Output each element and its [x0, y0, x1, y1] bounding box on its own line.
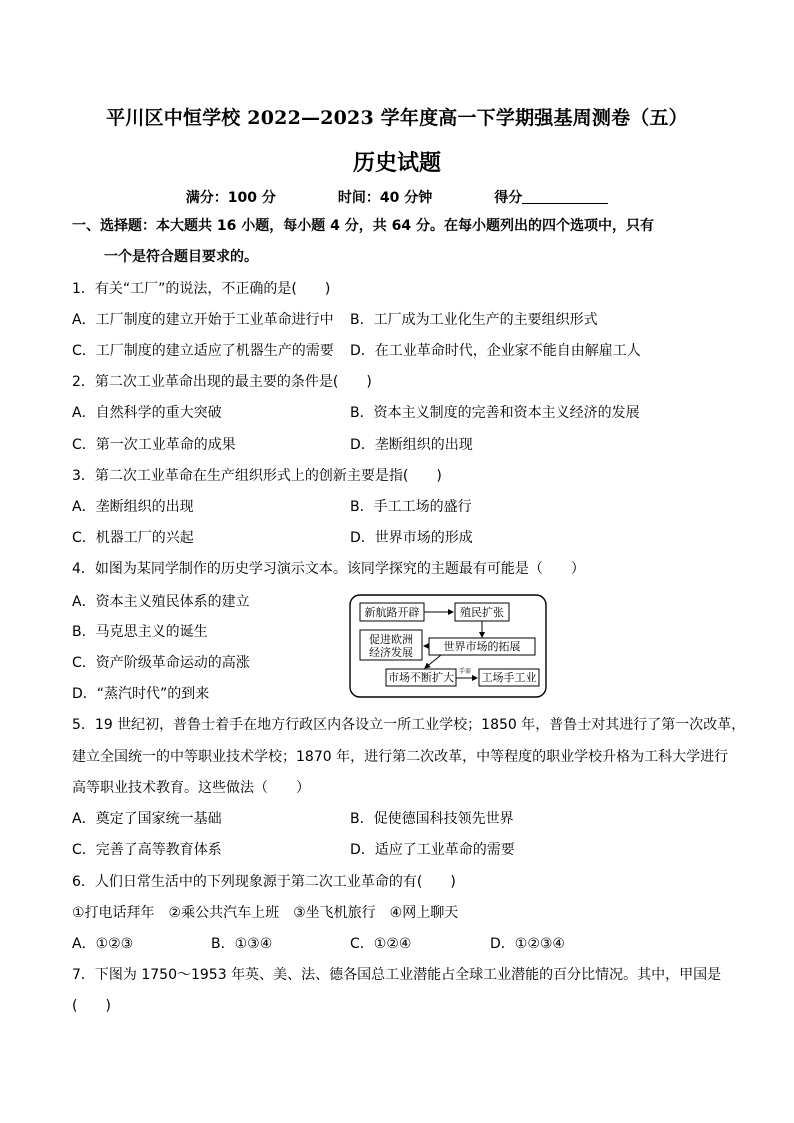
q4-flow-diagram — [349, 594, 547, 698]
q3-option-c[interactable]: C．机器工厂的兴起 — [72, 530, 194, 546]
diagram-box-workshop-label: 工场手工业 — [481, 671, 537, 684]
q6-option-c[interactable]: C．①②④ — [350, 936, 412, 952]
exam-meta — [0, 187, 794, 207]
diagram-box-new-route-label: 新航路开辟 — [364, 606, 420, 619]
full-score: 满分：100 分 — [185, 190, 276, 206]
q5-option-c[interactable]: C．完善了高等教育体系 — [72, 842, 222, 858]
score-blank[interactable] — [522, 189, 608, 204]
q5-option-d[interactable]: D．适应了工业革命的需要 — [350, 842, 515, 858]
q1-option-b[interactable]: B．工厂成为工业化生产的主要组织形式 — [350, 312, 598, 328]
q2-option-c[interactable]: C．第一次工业革命的成果 — [72, 437, 236, 453]
q3-option-d[interactable]: D．世界市场的形成 — [350, 530, 473, 546]
q2-option-a[interactable]: A．自然科学的重大突破 — [72, 405, 222, 421]
q3-stem: 3．第二次工业革命在生产组织形式上的创新主要是指( ) — [72, 468, 442, 484]
diagram-arrow-label: 手需 — [458, 668, 472, 675]
q1-stem: 1．有关“工厂”的说法，不正确的是( ) — [72, 281, 331, 297]
q5-stem-line-3: 高等职业技术教育。这些做法（ ） — [72, 780, 310, 796]
section-heading: 一、选择题：本大题共 16 小题，每小题 4 分，共 64 分。在每小题列出的四个选项中，只有 — [72, 218, 654, 234]
diagram-box-colonial-label: 殖民扩张 — [460, 606, 504, 619]
diagram-box-market-expand-label: 市场不断扩大 — [388, 671, 454, 684]
q6-stem: 6．人们日常生活中的下列现象源于第二次工业革命的有( ) — [72, 874, 456, 890]
q6-option-b[interactable]: B．①③④ — [211, 936, 273, 952]
q2-option-d[interactable]: D．垄断组织的出现 — [350, 437, 473, 453]
q5-option-b[interactable]: B．促使德国科技领先世界 — [350, 811, 514, 827]
q1-option-c[interactable]: C．工厂制度的建立适应了机器生产的需要 — [72, 343, 334, 359]
q1-option-d[interactable]: D．在工业革命时代，企业家不能自由解雇工人 — [350, 343, 641, 359]
diagram-box-europe-label-2: 经济发展 — [369, 646, 413, 659]
diagram-box-europe-label-1: 促进欧洲 — [369, 633, 413, 646]
q4-option-d[interactable]: D．“蒸汽时代”的到来 — [72, 686, 210, 702]
q5-option-a[interactable]: A．奠定了国家统一基础 — [72, 811, 222, 827]
q7-stem-line-1: 7．下图为 1750～1953 年英、美、法、德各国总工业潜能占全球工业潜能的百分比情况。其中，甲国是 — [72, 967, 722, 983]
q4-option-b[interactable]: B．马克思主义的诞生 — [72, 624, 208, 640]
time-limit: 时间：40 分钟 — [337, 190, 433, 206]
q2-stem: 2．第二次工业革命出现的最主要的条件是( ) — [72, 374, 372, 390]
section-heading-cont: 一个是符合题目要求的。 — [104, 249, 258, 265]
q6-option-d[interactable]: D．①②③④ — [490, 936, 565, 952]
q4-stem: 4．如图为某同学制作的历史学习演示文本。该同学探究的主题最有可能是（ ） — [72, 561, 585, 577]
q3-option-a[interactable]: A．垄断组织的出现 — [72, 499, 194, 515]
q4-option-a[interactable]: A．资本主义殖民体系的建立 — [72, 594, 250, 610]
q5-stem-line-2: 建立全国统一的中等职业技术学校；1870 年，进行第二次改革，中等程度的职业学校升格为工科大学进行 — [72, 749, 729, 765]
score-label: 得分 — [494, 190, 523, 206]
q5-stem-line-1: 5．19 世纪初，普鲁士着手在地方行政区内各设立一所工业学校；1850 年，普鲁士对其进行了第一次改革， — [72, 717, 746, 733]
q3-option-b[interactable]: B．手工工场的盛行 — [350, 499, 472, 515]
q6-items: ①打电话拜年 ②乘公共汽车上班 ③坐飞机旅行 ④网上聊天 — [72, 905, 459, 921]
diagram-box-world-market-label: 世界市场的拓展 — [443, 640, 521, 653]
q4-option-c[interactable]: C．资产阶级革命运动的高涨 — [72, 655, 250, 671]
diagram-arrow-4 — [425, 655, 441, 668]
q1-option-a[interactable]: A．工厂制度的建立开始于工业革命进行中 — [72, 312, 334, 328]
q7-stem-line-2: ( ) — [72, 998, 111, 1014]
q6-option-a[interactable]: A．①②③ — [72, 936, 134, 952]
q2-option-b[interactable]: B．资本主义制度的完善和资本主义经济的发展 — [350, 405, 640, 421]
subject-title: 历史试题 — [352, 151, 441, 176]
exam-title: 平川区中恒学校 2022—2023 学年度高一下学期强基周测卷（五） — [106, 107, 688, 129]
